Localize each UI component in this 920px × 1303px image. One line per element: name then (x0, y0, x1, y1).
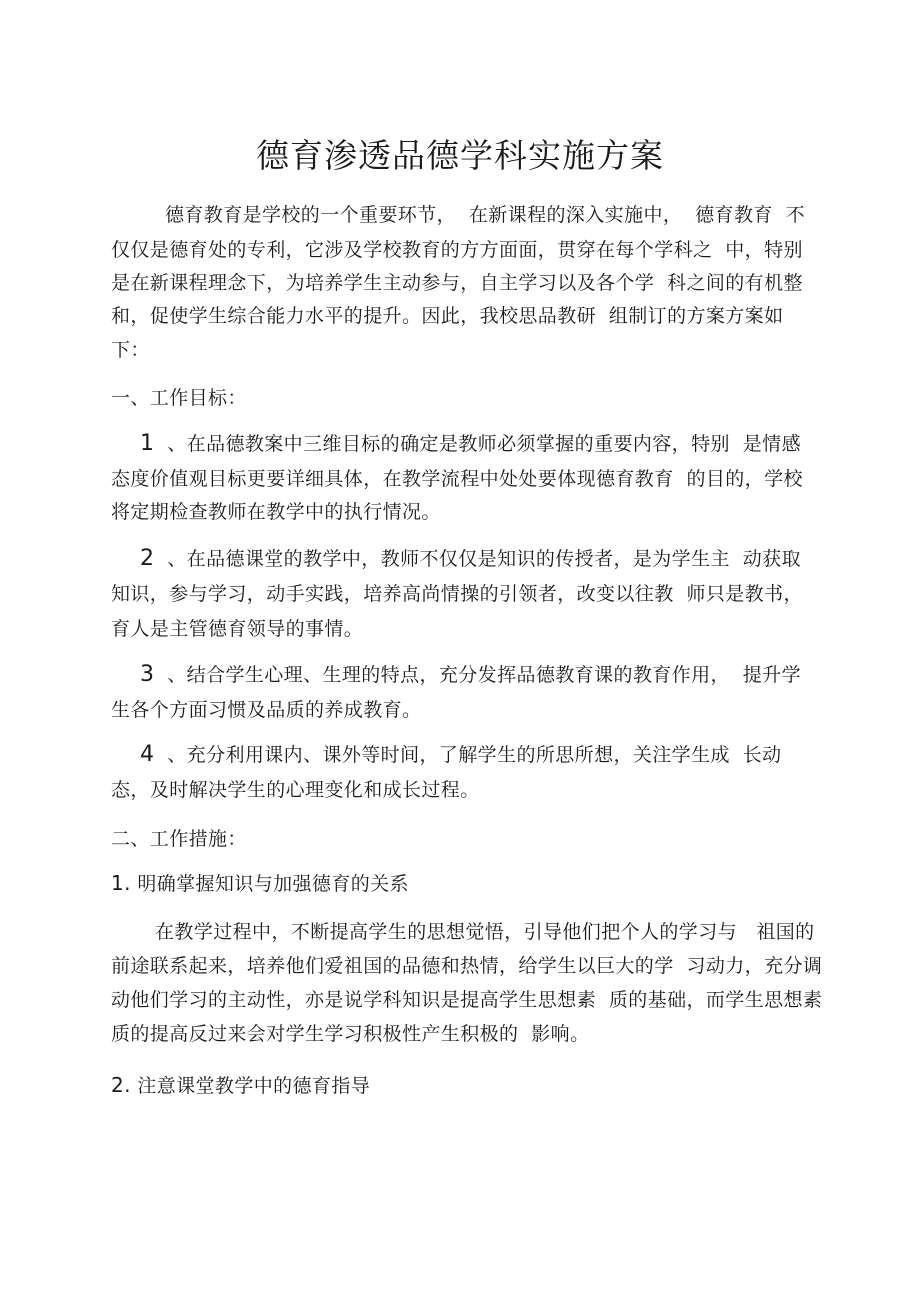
section-heading-measures: 二、工作措施： (111, 828, 247, 850)
goal-item-4-line-1: 4 、充分利用课内、课外等时间，了解学生的所思所想，关注学生成 长动 (140, 742, 782, 767)
measure-1-line-2: 前途联系起来，培养他们爱祖国的品德和热情，给学生以巨大的学 习动力，充分调 (111, 955, 823, 977)
goal-item-1-line-1: 1 、在品德教案中三维目标的确定是教师必须掌握的重要内容，特别 是情感 (140, 431, 801, 456)
intro-line-2: 仅仅是德育处的专利，它涉及学校教育的方方面面，贯穿在每个学科之 中，特别 (111, 239, 803, 261)
goal-item-2-line-2: 知识，参与学习，动手实践，培养高尚情操的引领者，改变以往教 师只是教书， (111, 583, 803, 605)
intro-line-4: 和，促使学生综合能力水平的提升。因此，我校思品教研 组制订的方案方案如 (111, 305, 784, 327)
goal-item-3-line-2: 生各个方面习惯及品质的养成教育。 (111, 699, 422, 721)
intro-line-5: 下： (111, 339, 150, 361)
goal-item-4-number: 4 (140, 742, 155, 767)
goal-item-1-line-3: 将定期检查教师在教学中的执行情况。 (111, 501, 441, 523)
goal-item-1-number: 1 (140, 431, 155, 456)
goal-item-3-line-1: 3 、结合学生心理、生理的特点，充分发挥品德教育课的教育作用， 提升学 (140, 662, 801, 687)
measure-2-heading: 2. 注意课堂教学中的德育指导 (111, 1073, 371, 1097)
measure-1-number: 1. (111, 871, 131, 895)
goal-item-4-line-2: 态，及时解决学生的心理变化和成长过程。 (111, 779, 480, 801)
measure-1-line-1: 在教学过程中，不断提高学生的思想觉悟，引导他们把个人的学习与 祖国的 (155, 921, 815, 943)
measure-2-number: 2. (111, 1073, 131, 1097)
measure-1-line-3: 动他们学习的主动性，亦是说学科知识是提高学生思想素 质的基础，而学生思想素 (111, 989, 823, 1011)
goal-item-3-number: 3 (140, 662, 155, 687)
goal-item-2-line-3: 育人是主管德育领导的事情。 (111, 618, 364, 640)
goal-item-2-line-1: 2 、在品德课堂的教学中，教师不仅仅是知识的传授者，是为学生主 动获取 (140, 546, 801, 571)
goal-item-1-line-2: 态度价值观目标更要详细具体，在教学流程中处处要体现德育教育 的目的，学校 (111, 468, 803, 490)
measure-1-line-4: 质的提高反过来会对学生学习积极性产生积极的 影响。 (111, 1023, 590, 1045)
measure-1-heading: 1. 明确掌握知识与加强德育的关系 (111, 871, 409, 895)
goal-item-2-number: 2 (140, 546, 155, 571)
section-heading-goals: 一、工作目标： (111, 387, 247, 409)
document-title: 德育渗透品德学科实施方案 (256, 136, 664, 175)
intro-line-3: 是在新课程理念下，为培养学生主动参与，自主学习以及各个学 科之间的有机整 (111, 272, 803, 294)
intro-line-1: 德育教育是学校的一个重要环节， 在新课程的深入实施中， 德育教育 不 (165, 204, 806, 226)
